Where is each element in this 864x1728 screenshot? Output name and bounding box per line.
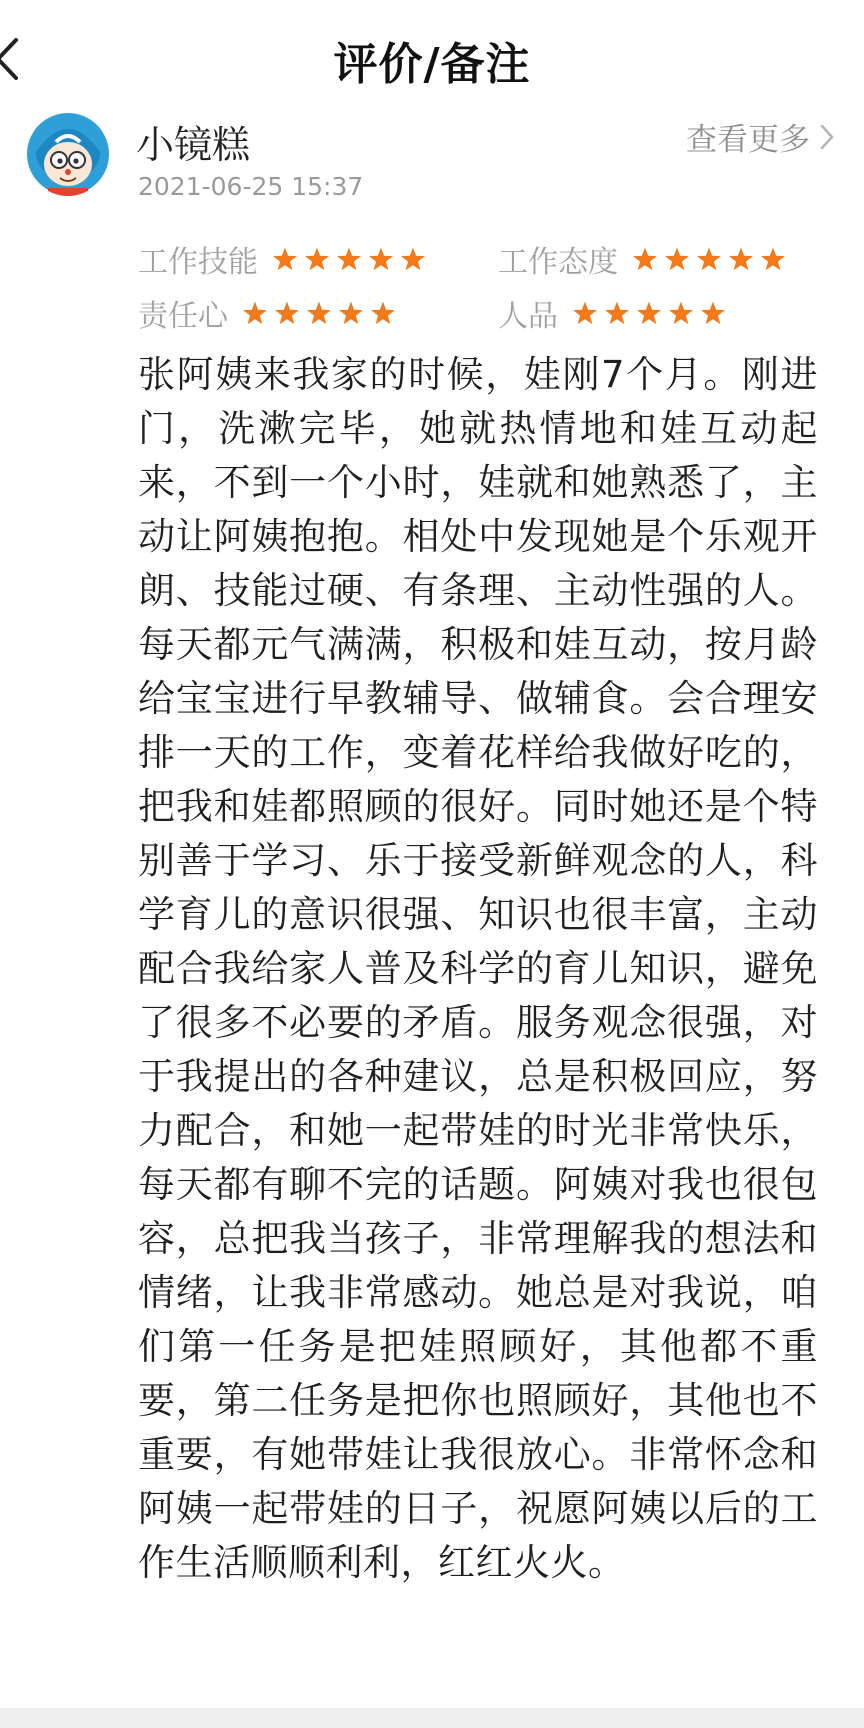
bottom-divider [0, 1708, 864, 1728]
rating-attitude [498, 239, 792, 279]
rating-label: 工作态度 [498, 245, 618, 280]
avatar[interactable] [26, 112, 110, 196]
rating-character [498, 293, 732, 333]
star-icon [696, 246, 722, 272]
star-icon [274, 300, 300, 326]
star-icon [760, 246, 786, 272]
review-timestamp: 2021-06-25 15:37 [138, 172, 364, 201]
review-content: 张阿姨来我家的时候，娃刚7个月。刚进门，洗漱完毕，她就热情地和娃互动起来，不到一个小时，娃就和她熟悉了，主动让阿姨抱抱。相处中发现她是个乐观开朗、技能过硬、有条理、主动性强的人。每天都元气满满，积极和娃互动，按月龄给宝宝进行早教辅导、做辅食。会合理安排一天的工作，变着花样给我做好吃的，把我和娃都照顾的很好。同时她还是个特别善于学习、乐于接受新鲜观念的人，科学育儿的意识很强、知识也很丰富，主动配合我给家人普及科学的育儿知识，避免了很多不必要的矛盾。服务观念很强，对于我提出的各种建议，总是积极回应，努力配合，和她一起带娃的时光非常快乐，每天都有聊不完的话题。阿姨对我也很包容，总把我当孩子，非常理解我的想法和情绪，让我非常感动。她总是对我说，咱们第一任务是把娃照顾好，其他都不重要，第二任务是把你也照顾好，其他也不重要，有她带娃让我很放心。非常怀念和阿姨一起带娃的日子，祝愿阿姨以后的工作生活顺顺利利，红红火火。 [138, 353, 818, 1584]
star-icon [700, 300, 726, 326]
star-icon [338, 300, 364, 326]
chevron-right-icon [820, 124, 834, 150]
rating-label: 人品 [498, 299, 558, 334]
view-more-label: 查看更多 [686, 122, 810, 158]
star-icon [304, 246, 330, 272]
star-icon [668, 300, 694, 326]
star-icon [632, 246, 658, 272]
star-icon [572, 300, 598, 326]
rating-label: 责任心 [138, 299, 228, 334]
reviewer-name: 小镜糕 [136, 123, 251, 167]
rating-responsibility [138, 293, 402, 333]
rating-skill [138, 239, 432, 279]
star-icon [370, 300, 396, 326]
star-rating [242, 300, 402, 326]
star-rating [632, 246, 792, 272]
star-icon [242, 300, 268, 326]
star-icon [368, 246, 394, 272]
star-icon [272, 246, 298, 272]
star-icon [604, 300, 630, 326]
star-icon [636, 300, 662, 326]
rating-label: 工作技能 [138, 245, 258, 280]
star-icon [306, 300, 332, 326]
page-title: 评价/备注 [333, 39, 531, 90]
star-icon [400, 246, 426, 272]
star-rating [272, 246, 432, 272]
star-icon [728, 246, 754, 272]
star-icon [336, 246, 362, 272]
view-more-link[interactable] [686, 114, 834, 159]
nav-bar [0, 0, 864, 110]
star-icon [664, 246, 690, 272]
star-rating [572, 300, 732, 326]
